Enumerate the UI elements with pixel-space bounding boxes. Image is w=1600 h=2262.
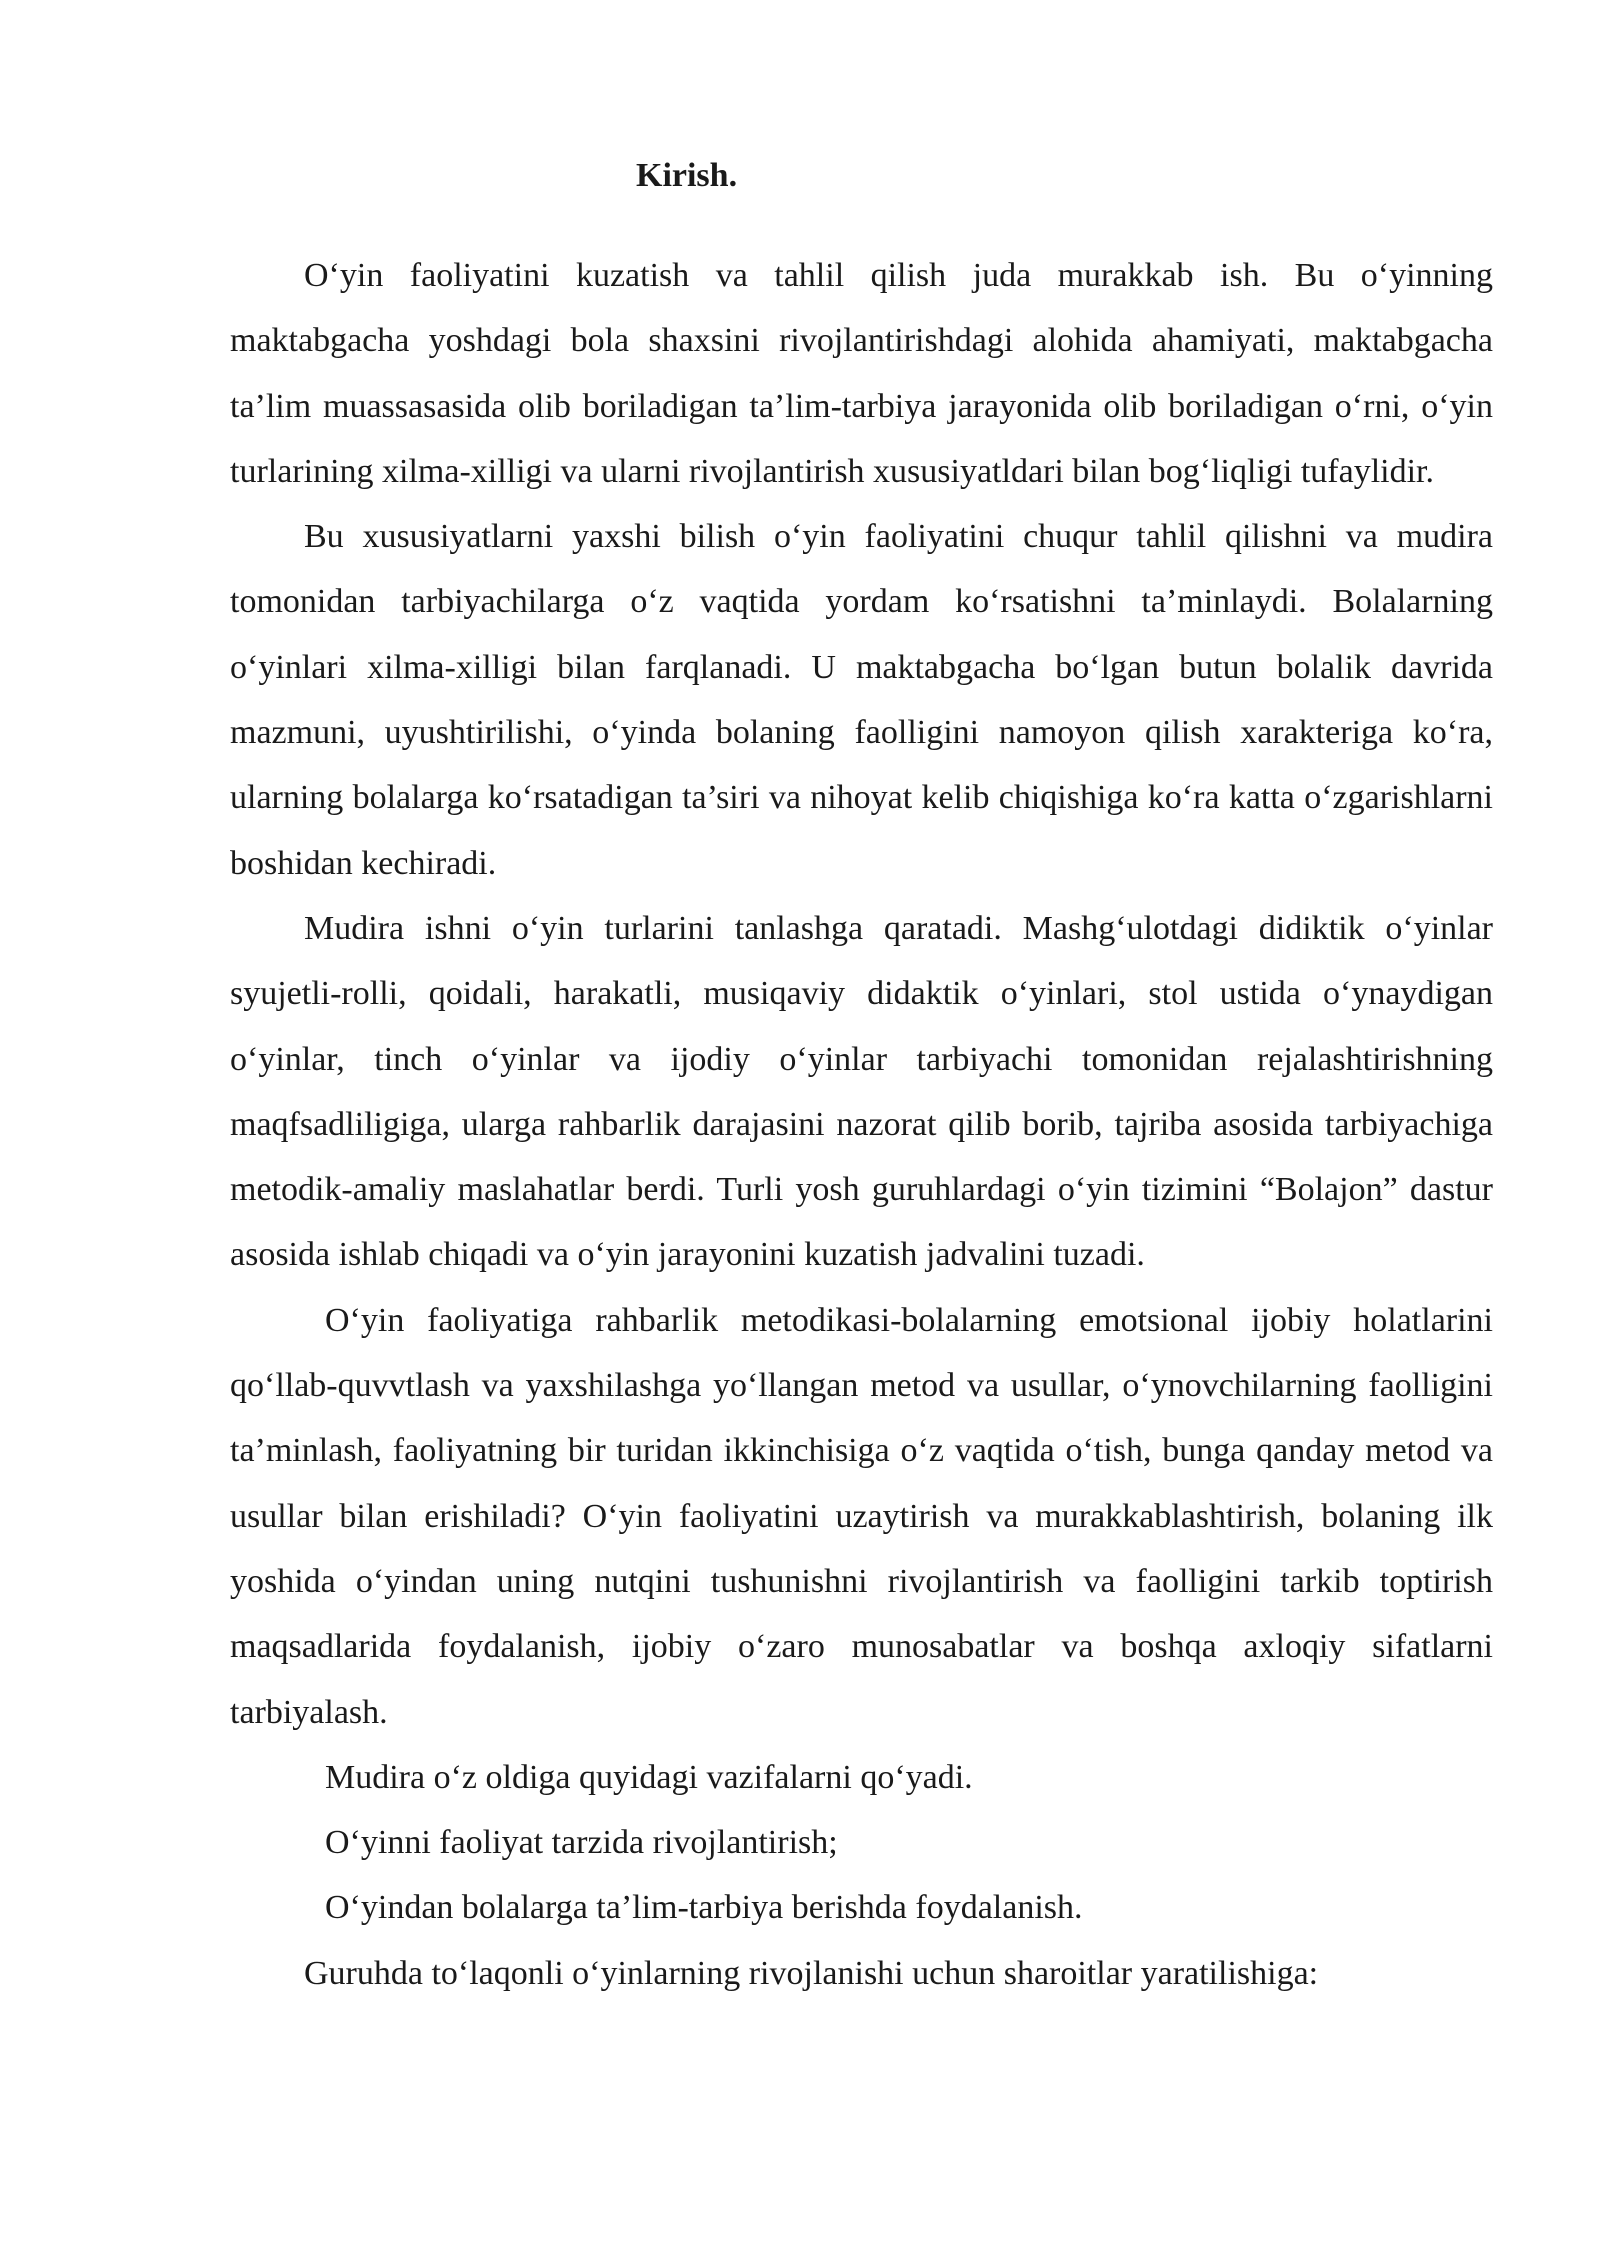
paragraph-6: Guruhda to‘laqonli o‘yinlarning rivojlanishi uchun sharoitlar yaratilishiga: [304,1954,1319,1992]
body-text [230,243,1493,2006]
paragraph-3: Mudira ishni o‘yin turlarini tanlashga qaratadi. Mashg‘ulotdagi didiktik o‘yinlar syujetli-rolli, qoidali, harakatli, musiqaviy didaktik o‘yinlari, stol ustida o‘ynaydigan o‘yinlar, tinch o‘yinlar va ijodiy o‘yinlar tarbiyachi tomonidan rejalashtirishning maqfsadliligiga, ularga rahbarlik darajasini nazorat qilib borib, tajriba asosida tarbiyachiga metodik-amaliy maslahatlar berdi. Turli yosh guruhlardagi o‘yin tizimini “Bolajon” dastur asosida ishlab chiqadi va o‘yin jarayonini kuzatish jadvalini tuzadi. [230,909,1493,1274]
paragraph-1: O‘yin faoliyatini kuzatish va tahlil qilish juda murakkab ish. Bu o‘yinning maktabgacha yoshdagi bola shaxsini rivojlantirishdagi alohida ahamiyati, maktabgacha ta’lim muassasasida olib boriladigan ta’lim-tarbiya jarayonida olib boriladigan o‘rni, o‘yin turlarining xilma-xilligi va ularni rivojlantirish xususiyatldari bilan bog‘liqligi tufaylidir. [230,257,1493,490]
paragraph-2: Bu xususiyatlarni yaxshi bilish o‘yin faoliyatini chuqur tahlil qilishni va mudira tomonidan tarbiyachilarga o‘z vaqtida yordam ko‘rsatishni ta’minlaydi. Bolalarning o‘yinlari xilma-xilligi bilan farqlanadi. U maktabgacha bo‘lgan butun bolalik davrida mazmuni, uyushtirilishi, o‘yinda bolaning faolligini namoyon qilish xarakteriga ko‘ra, ularning bolalarga ko‘rsatadigan ta’siri va nihoyat kelib chiqishiga ko‘ra katta o‘zgarishlarni boshidan kechiradi. [230,518,1493,882]
paragraph-4: O‘yin faoliyatiga rahbarlik metodikasi-bolalarning emotsional ijobiy holatlarini qo‘llab-quvvtlash va yaxshilashga yo‘llangan metod va usullar, o‘ynovchilarning faolligini ta’minlash, faoliyatning bir turidan ikkinchisiga o‘z vaqtida o‘tish, bunga qanday metod va usullar bilan erishiladi? O‘yin faoliyatini uzaytirish va murakkablashtirish, bolaning ilk yoshida o‘yindan uning nutqini tushunishni rivojlantirish va faolligini tarkib toptirish maqsadlarida foydalanish, ijobiy o‘zaro munosabatlar va boshqa axloqiy sifatlarni tarbiyalash. [230,1301,1493,1731]
list-item-1: O‘yinni faoliyat tarzida rivojlantirish; [325,1824,838,1862]
paragraph-5: Mudira o‘z oldiga quyidagi vazifalarni qo‘yadi. [325,1758,973,1796]
list-item-2: O‘yindan bolalarga ta’lim-tarbiya berishda foydalanish. [325,1889,1083,1927]
page-title: Kirish. [636,157,738,194]
